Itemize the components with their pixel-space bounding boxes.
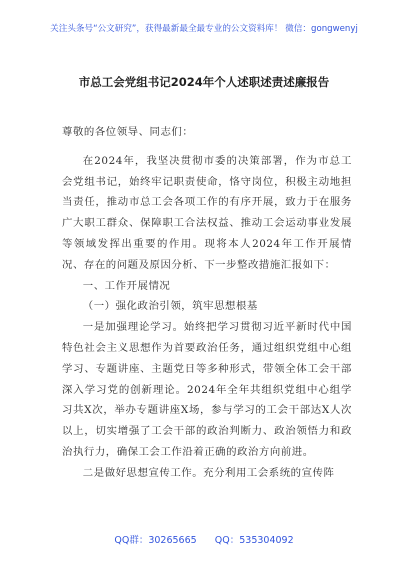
document-title: 市总工会党组书记2024年个人述职述责述廉报告 [78, 75, 330, 89]
body-paragraph-2: 二是做好思想宣传工作。充分利用工会系统的宣传阵 [82, 466, 335, 479]
header-promo-note: 关注头条号“公文研究”，获得最新最全最专业的公文资料库！ 微信：gongwenyj [50, 24, 358, 34]
body-paragraph-1: 一是加强理论学习。始终把学习贯彻习近平新时代中国特色社会主义思想作为首要政治任务，通过组织党组中心组学习、专题讲座、主题党日等多种形式，带领全体工会干部深入学习党的创新理论。2024年全年共组织党组中心组学习共X次，举办专题讲座X场，参与学习的工会干部达X人次以上，切实增强了工会干部的政治判断力、政治领悟力和政治执行力，确保工会工作沿着正确的政治方向前进。 [62, 321, 352, 458]
document-body [62, 122, 352, 484]
section-heading: 一、工作开展情况 [82, 279, 171, 292]
sub-heading: （一）强化政治引领，筑牢思想根基 [82, 300, 258, 313]
greeting-line: 尊敬的各位领导、同志们： [62, 126, 194, 138]
footer-contact-note: QQ群：30265665 QQ：535304092 [114, 535, 294, 546]
intro-paragraph: 在2024年，我坚决贯彻市委的决策部署，作为市总工会党组书记，始终牢记职责使命，恪守岗位，积极主动地担当责任，推动市总工会各项工作的有序开展，致力于在服务广大职工群众、保障职工合法权益、推动工会运动事业发展等领域发挥出重要的作用。现将本人2024年工作开展情况、存在的问题及原因分析、下一步整改措施汇报如下： [62, 154, 352, 271]
